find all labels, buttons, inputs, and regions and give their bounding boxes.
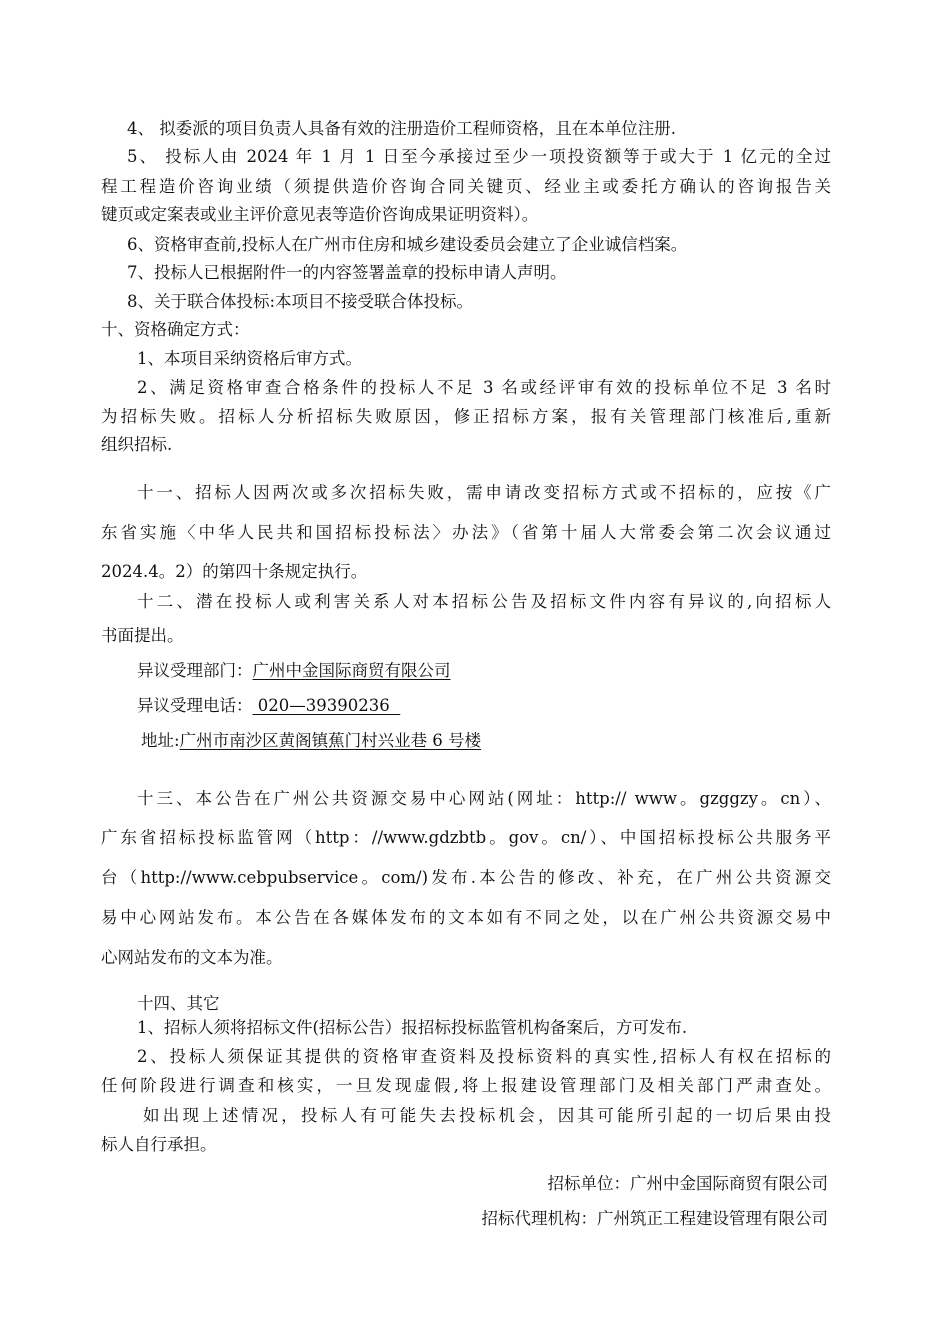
section-12-line2: 书面提出。 <box>101 626 184 645</box>
section-14-note-line1: 如出现上述情况，投标人有可能失去投标机会，因其可能所引起的一切后果由投 <box>143 1106 831 1125</box>
item-7: 7、投标人已根据附件一的内容签署盖章的投标申请人声明。 <box>127 263 567 282</box>
section-13-line2: 广东省招标投标监管网（http：//www.gdzbtb。gov。cn/）、中国招标投标公共服务平 <box>101 828 831 847</box>
section-10-item-2-line3: 组织招标. <box>101 435 173 454</box>
objection-dept <box>101 659 831 683</box>
objection-phone-value: 020—39390236 <box>252 696 401 715</box>
item-6: 6、资格审查前,投标人在广州市住房和城乡建设委员会建立了企业诚信档案。 <box>127 235 688 254</box>
objection-phone-label: 异议受理电话： <box>137 696 253 715</box>
section-10-item-1: 1、本项目采纳资格后审方式。 <box>137 349 362 368</box>
section-10-item-2-line1: 2、满足资格审查合格条件的投标人不足 3 名或经评审有效的投标单位不足 3 名时 <box>137 378 831 397</box>
section-10-heading: 十、资格确定方式： <box>101 320 250 339</box>
objection-dept-label: 异议受理部门： <box>137 661 253 680</box>
section-14-heading: 十四、其它 <box>137 994 220 1013</box>
section-11-line3: 2024.4。2）的第四十条规定执行。 <box>101 562 368 581</box>
objection-phone <box>101 694 831 718</box>
item-5-line3: 键页或定案表或业主评价意见表等造价咨询成果证明资料）。 <box>101 205 539 224</box>
section-14-note-line2: 标人自行承担。 <box>101 1135 217 1154</box>
section-13-line4: 易中心网站发布。本公告在各媒体发布的文本如有不同之处，以在广州公共资源交易中 <box>101 908 831 927</box>
objection-address <box>101 729 831 753</box>
item-5-line2: 程工程造价咨询业绩（须提供造价咨询合同关键页、经业主或委托方确认的咨询报告关 <box>101 177 831 196</box>
section-12-line1: 十二、潜在投标人或利害关系人对本招标公告及招标文件内容有异议的,向招标人 <box>137 592 831 611</box>
item-8: 8、关于联合体投标:本项目不接受联合体投标。 <box>127 292 474 311</box>
objection-address-label: 地址: <box>141 731 180 750</box>
agent-signature: 招标代理机构：广州筑正工程建设管理有限公司 <box>481 1209 828 1228</box>
item-4: 4、 拟委派的项目负责人具备有效的注册造价工程师资格，且在本单位注册. <box>127 119 676 138</box>
section-13-line1: 十三、本公告在广州公共资源交易中心网站(网址：http:// www。gzggzy。cn）、 <box>137 789 831 808</box>
section-14-item-1: 1、招标人须将招标文件(招标公告）报招标投标监管机构备案后，方可发布. <box>137 1018 688 1037</box>
section-14-item-2-line1: 2、投标人须保证其提供的资格审查资料及投标资料的真实性,招标人有权在招标的 <box>137 1047 831 1066</box>
section-14-item-2-line2: 任何阶段进行调查和核实，一旦发现虚假,将上报建设管理部门及相关部门严肃查处。 <box>101 1076 831 1095</box>
section-13-line3: 台（http://www.cebpubservice。com/)发布.本公告的修改、补充，在广州公共资源交 <box>101 868 831 887</box>
objection-dept-value: 广州中金国际商贸有限公司 <box>252 661 451 680</box>
section-11-line1: 十一、招标人因两次或多次招标失败，需申请改变招标方式或不招标的，应按《广 <box>137 483 831 502</box>
item-5-line1: 5、 投标人由 2024 年 1 月 1 日至今承接过至少一项投资额等于或大于 1 亿元的全过 <box>127 147 831 166</box>
bidder-signature: 招标单位：广州中金国际商贸有限公司 <box>547 1174 828 1193</box>
section-13-line5: 心网站发布的文本为准。 <box>101 948 283 967</box>
section-10-item-2-line2: 为招标失败。招标人分析招标失败原因，修正招标方案，报有关管理部门核准后,重新 <box>101 407 831 426</box>
objection-address-value: 广州市南沙区黄阁镇蕉门村兴业巷 6 号楼 <box>179 731 482 750</box>
section-11-line2: 东省实施〈中华人民共和国招标投标法〉办法》（省第十届人大常委会第二次会议通过 <box>101 523 831 542</box>
